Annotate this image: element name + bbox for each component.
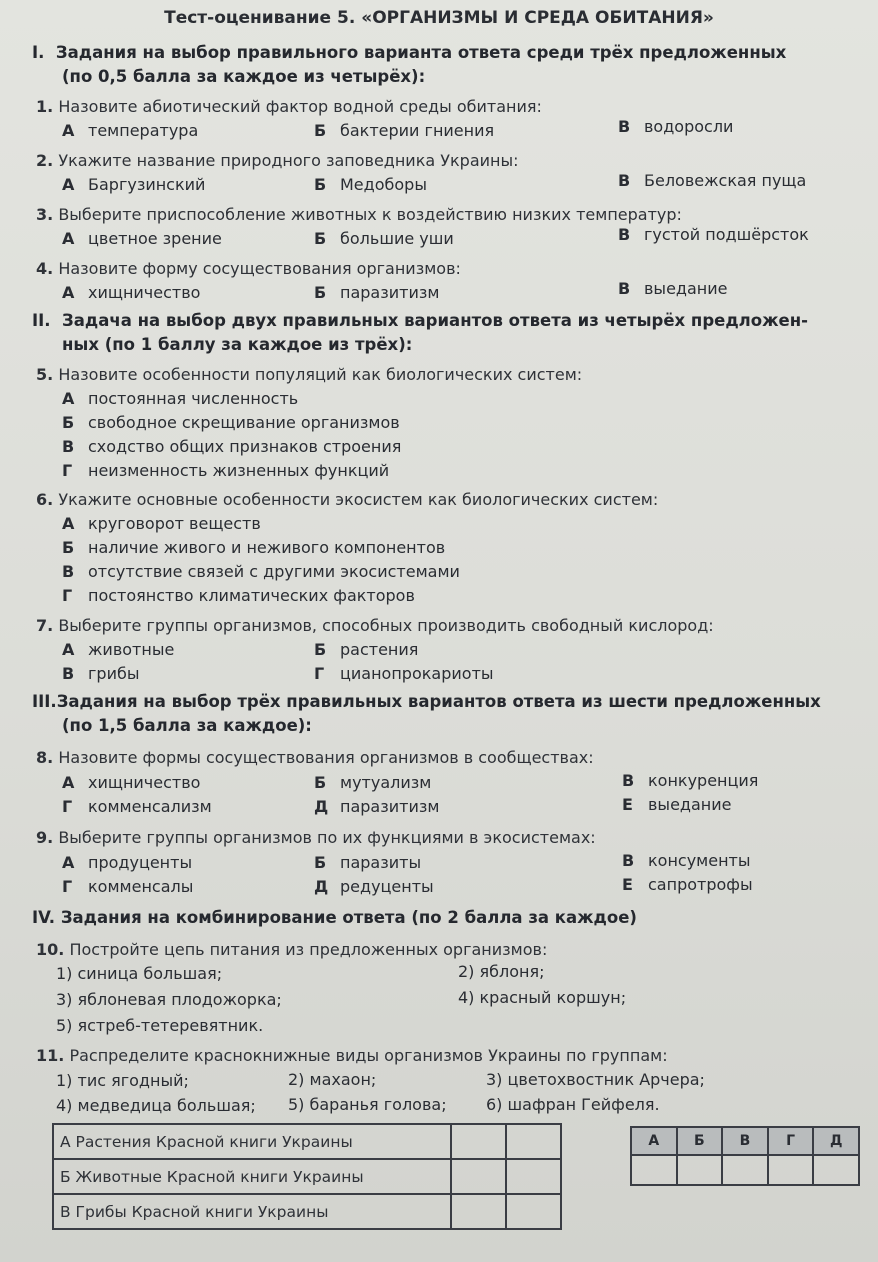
header-cell-v: В — [722, 1127, 768, 1155]
q2-option-c: В Беловежская пуща — [618, 171, 807, 190]
q5-option-d: Г неизменность жизненных функций — [62, 461, 390, 480]
answer-cell[interactable] — [677, 1155, 723, 1185]
answer-cell[interactable] — [506, 1124, 561, 1159]
q6-option-a: А круговорот веществ — [62, 514, 261, 533]
table-header-row — [631, 1127, 859, 1155]
q7-option-c: В грибы — [62, 664, 140, 683]
q8-option-f: Е выедание — [622, 795, 732, 814]
q4-option-b: Б паразитизм — [314, 283, 440, 302]
q10-item-3: 3) яблоневая плодожорка; — [56, 990, 282, 1009]
q5-option-c: В сходство общих признаков строения — [62, 437, 402, 456]
header-cell-b: Б — [677, 1127, 723, 1155]
q11-item-3: 3) цветохвостник Арчера; — [486, 1070, 705, 1089]
answer-cell[interactable] — [451, 1194, 506, 1229]
question-1: 1. Назовите абиотический фактор водной среды обитания: — [36, 97, 542, 116]
answer-cell[interactable] — [631, 1155, 677, 1185]
q11-item-1: 1) тис ягодный; — [56, 1071, 189, 1090]
question-3: 3. Выберите приспособление животных к воздействию низких температур: — [36, 205, 682, 224]
q8-option-e: Д паразитизм — [314, 797, 440, 816]
q5-option-a: А постоянная численность — [62, 389, 299, 408]
q7-option-a: А животные — [62, 640, 175, 659]
q1-option-a: А температура — [62, 121, 199, 140]
page-title: Тест-оценивание 5. «ОРГАНИЗМЫ И СРЕДА ОБИТАНИЯ» — [164, 8, 714, 28]
question-4: 4. Назовите форму сосуществования организмов: — [36, 259, 461, 278]
q7-option-b: Б растения — [314, 640, 419, 659]
q11-item-6: 6) шафран Гейфеля. — [486, 1095, 660, 1114]
answer-cell[interactable] — [768, 1155, 814, 1185]
question-6: 6. Укажите основные особенности экосистем как биологических систем: — [36, 490, 659, 509]
group-label-fungi: В Грибы Красной книги Украины — [53, 1194, 451, 1229]
q9-option-e: Д редуценты — [314, 877, 434, 896]
answer-letter-table — [630, 1126, 860, 1186]
question-5: 5. Назовите особенности популяций как биологических систем: — [36, 365, 583, 384]
q7-option-d: Г цианопрокариоты — [314, 664, 494, 683]
q11-item-5: 5) баранья голова; — [288, 1095, 447, 1114]
q10-item-1: 1) синица большая; — [56, 964, 223, 983]
question-9: 9. Выберите группы организмов по их функциями в экосистемах: — [36, 828, 596, 847]
q3-option-b: Б большие уши — [314, 229, 454, 248]
section-3-heading-cont: (по 1,5 балла за каждое): — [62, 716, 312, 735]
question-8: 8. Назовите формы сосуществования организмов в сообществах: — [36, 748, 594, 767]
table-row — [631, 1155, 859, 1185]
answer-cell[interactable] — [813, 1155, 859, 1185]
q9-option-b: Б паразиты — [314, 853, 422, 872]
q9-option-a: А продуценты — [62, 853, 193, 872]
answer-cell[interactable] — [722, 1155, 768, 1185]
q2-option-a: А Баргузинский — [62, 175, 206, 194]
q4-option-c: В выедание — [618, 279, 728, 298]
question-2: 2. Укажите название природного заповедника Украины: — [36, 151, 519, 170]
table-row — [53, 1124, 561, 1159]
q1-option-b: Б бактерии гниения — [314, 121, 495, 140]
q6-option-d: Г постоянство климатических факторов — [62, 586, 415, 605]
question-10: 10. Постройте цепь питания из предложенных организмов: — [36, 940, 548, 959]
q8-option-c: В конкуренция — [622, 771, 759, 790]
q1-option-c: В водоросли — [618, 117, 734, 136]
header-cell-d: Д — [813, 1127, 859, 1155]
q2-option-b: Б Медоборы — [314, 175, 427, 194]
q9-option-d: Г комменсалы — [62, 877, 194, 896]
q6-option-b: Б наличие живого и неживого компонентов — [62, 538, 446, 557]
q8-option-a: А хищничество — [62, 773, 201, 792]
header-cell-a: А — [631, 1127, 677, 1155]
answer-cell[interactable] — [451, 1159, 506, 1194]
red-book-group-table — [52, 1123, 562, 1230]
q10-item-4: 4) красный коршун; — [458, 988, 627, 1007]
q8-option-d: Г комменсализм — [62, 797, 212, 816]
q6-option-c: В отсутствие связей с другими экосистемами — [62, 562, 460, 581]
q8-option-b: Б мутуализм — [314, 773, 432, 792]
section-3-heading: III.Задания на выбор трёх правильных вариантов ответа из шести предложенных — [32, 692, 821, 711]
q10-item-5: 5) ястреб-тетеревятник. — [56, 1016, 264, 1035]
group-label-animals: Б Животные Красной книги Украины — [53, 1159, 451, 1194]
answer-cell[interactable] — [451, 1124, 506, 1159]
q10-item-2: 2) яблоня; — [458, 962, 545, 981]
table-row — [53, 1159, 561, 1194]
answer-cell[interactable] — [506, 1159, 561, 1194]
section-1-heading: I. Задания на выбор правильного варианта ответа среди трёх предложенных — [32, 43, 787, 62]
q11-item-4: 4) медведица большая; — [56, 1096, 256, 1115]
q11-item-2: 2) махаон; — [288, 1070, 377, 1089]
section-2-heading-cont: ных (по 1 баллу за каждое из трёх): — [62, 335, 413, 354]
section-1-heading-cont: (по 0,5 балла за каждое из четырёх): — [62, 67, 426, 86]
answer-cell[interactable] — [506, 1194, 561, 1229]
section-2-heading: II. Задача на выбор двух правильных вариантов ответа из четырёх предложен- — [32, 311, 808, 330]
q5-option-b: Б свободное скрещивание организмов — [62, 413, 400, 432]
group-label-plants: А Растения Красной книги Украины — [53, 1124, 451, 1159]
header-cell-g: Г — [768, 1127, 814, 1155]
section-4-heading: IV. Задания на комбинирование ответа (по 2 балла за каждое) — [32, 908, 637, 927]
table-row — [53, 1194, 561, 1229]
question-11: 11. Распределите краснокнижные виды организмов Украины по группам: — [36, 1046, 668, 1065]
question-7: 7. Выберите группы организмов, способных производить свободный кислород: — [36, 616, 714, 635]
q9-option-f: Е сапротрофы — [622, 875, 753, 894]
q4-option-a: А хищничество — [62, 283, 201, 302]
q9-option-c: В консументы — [622, 851, 751, 870]
q3-option-c: В густой подшёрсток — [618, 225, 809, 244]
q3-option-a: А цветное зрение — [62, 229, 222, 248]
